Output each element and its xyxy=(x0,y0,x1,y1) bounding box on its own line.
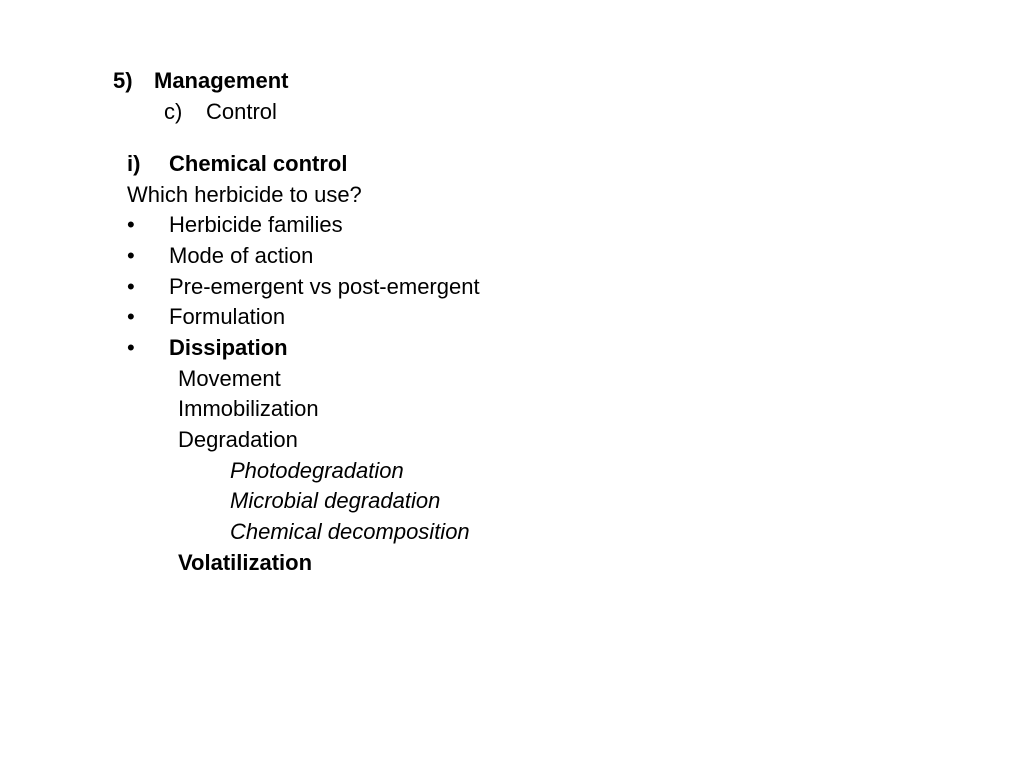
dissipation-item-volatilization: Volatilization xyxy=(178,550,313,575)
bullet-text: Formulation xyxy=(169,304,286,329)
bullet-text: Mode of action xyxy=(169,243,314,268)
bullet-icon: • xyxy=(127,274,135,299)
degradation-item-microbial: Microbial degradation xyxy=(230,488,441,513)
dissipation-item-immobilization: Immobilization xyxy=(178,396,319,421)
bullet-icon: • xyxy=(127,243,135,268)
degradation-item-chemical: Chemical decomposition xyxy=(230,519,470,544)
bullet-icon: • xyxy=(127,304,135,329)
dissipation-item-degradation: Degradation xyxy=(178,427,298,452)
bullet-text: Pre-emergent vs post-emergent xyxy=(169,274,480,299)
bullet-item xyxy=(127,274,480,300)
topic-marker: i) xyxy=(127,151,141,176)
question-text: Which herbicide to use? xyxy=(127,182,362,207)
dissipation-item-movement: Movement xyxy=(178,366,281,391)
bullet-item xyxy=(127,212,343,238)
bullet-text-dissipation: Dissipation xyxy=(169,335,288,360)
bullet-icon: • xyxy=(127,212,135,237)
subsection-heading xyxy=(164,99,277,125)
topic-heading xyxy=(127,151,347,177)
bullet-item xyxy=(127,304,285,330)
bullet-icon: • xyxy=(127,335,135,360)
subsection-title: Control xyxy=(206,99,277,124)
bullet-item xyxy=(127,243,313,269)
topic-title: Chemical control xyxy=(169,151,348,176)
section-number: 5) xyxy=(113,68,133,93)
section-heading xyxy=(113,68,288,94)
subsection-letter: c) xyxy=(164,99,183,124)
bullet-text: Herbicide families xyxy=(169,212,343,237)
degradation-item-photodegradation: Photodegradation xyxy=(230,458,404,483)
bullet-item xyxy=(127,335,288,361)
section-title: Management xyxy=(154,68,289,93)
